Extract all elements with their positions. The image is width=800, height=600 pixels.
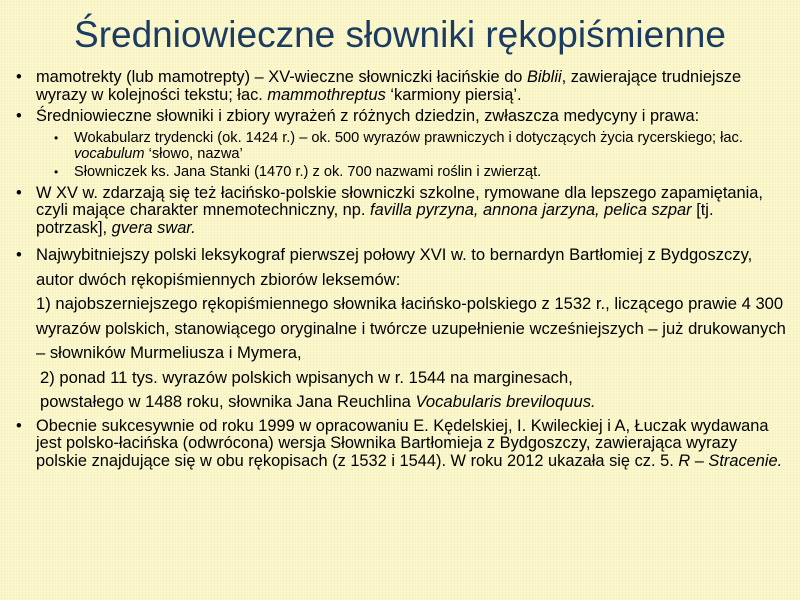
slide-title: Średniowieczne słowniki rękopiśmienne [74,14,726,55]
bullet-bartlomiej: • Najwybitniejszy polski leksykograf pierwszej połowy XVI w. to bernardyn Bartłomiej z Bydgoszczy, autor dwóch rękopiśmiennych zbiorów leksemów: [16,245,753,289]
subbullet-wokabularz: • Wokabularz trydencki (ok. 1424 r.) – ok. 500 wyrazów prawniczych i dotyczących życia rycerskiego; łac. vocabulum ‘słowo, nazwa’ [54,129,743,162]
bartlomiej-item-1: 1) najobszerniejszego rękopiśmiennego słownika łacińsko-polskiego z 1532 r., liczącego prawie 4 300 wyrazów polskich, stanowiącego oryginalne i twórcze uzupełnienie wcześniejszych – już drukowanych – słowników Murmeliusza i Mymera, [36,294,786,362]
bullet-sredniowieczne-slowniki: • Średniowieczne słowniki i zbiory wyrażeń z różnych dziedzin, zwłaszcza medycyny i prawa: [16,107,700,125]
bullet-mamotrekty: • mamotrekty (lub mamotrepty) – XV-wieczne słowniczki łacińskie do Biblii, zawierające trudniejsze wyrazy w kolejności tekstu; łac. mammothreptus ‘karmiony piersią’. [16,68,742,104]
bullet-dot: • [16,107,22,125]
bullet-slowniczki-szkolne: • W XV w. zdarzają się też łacińsko-polskie słowniczki szkolne, rymowane dla lepszego zapamiętania, czyli mające charakter mnemotechniczny, np. favilla pyrzyna, annona jarzyna, pelica szpar [tj. potrzask], gvera swar. [16,183,763,237]
bullet-dot: • [54,130,59,145]
bullet-dot: • [16,68,22,86]
subbullet-stanki: • Słowniczek ks. Jana Stanki (1470 r.) z ok. 700 nazwami roślin i zwierząt. [54,163,542,180]
bartlomiej-item-2-cont: powstałego w 1488 roku, słownika Jana Reuchlina Vocabularis breviloquus. [40,392,596,411]
slide-content [14,69,786,474]
bullet-dot: • [54,164,59,179]
bullet-obecnie: • Obecnie sukcesywnie od roku 1999 w opracowaniu E. Kędelskiej, I. Kwileckiej i A, Łuczak wydawana jest polsko-łacińska (odwrócona) wersja Słownika Bartłomieja z Bydgoszczy, zawierająca wyrazy polskie znajdujące się w obu rękopisach (z 1532 i 1544). W roku 2012 ukazała się cz. 5. R – Stracenie. [16,416,783,470]
bullet-dot: • [16,245,22,264]
bullet-dot: • [16,416,22,435]
bartlomiej-item-2: 2) ponad 11 tys. wyrazów polskich wpisanych w r. 1544 na marginesach, [40,367,573,387]
bullet-dot: • [16,183,22,202]
